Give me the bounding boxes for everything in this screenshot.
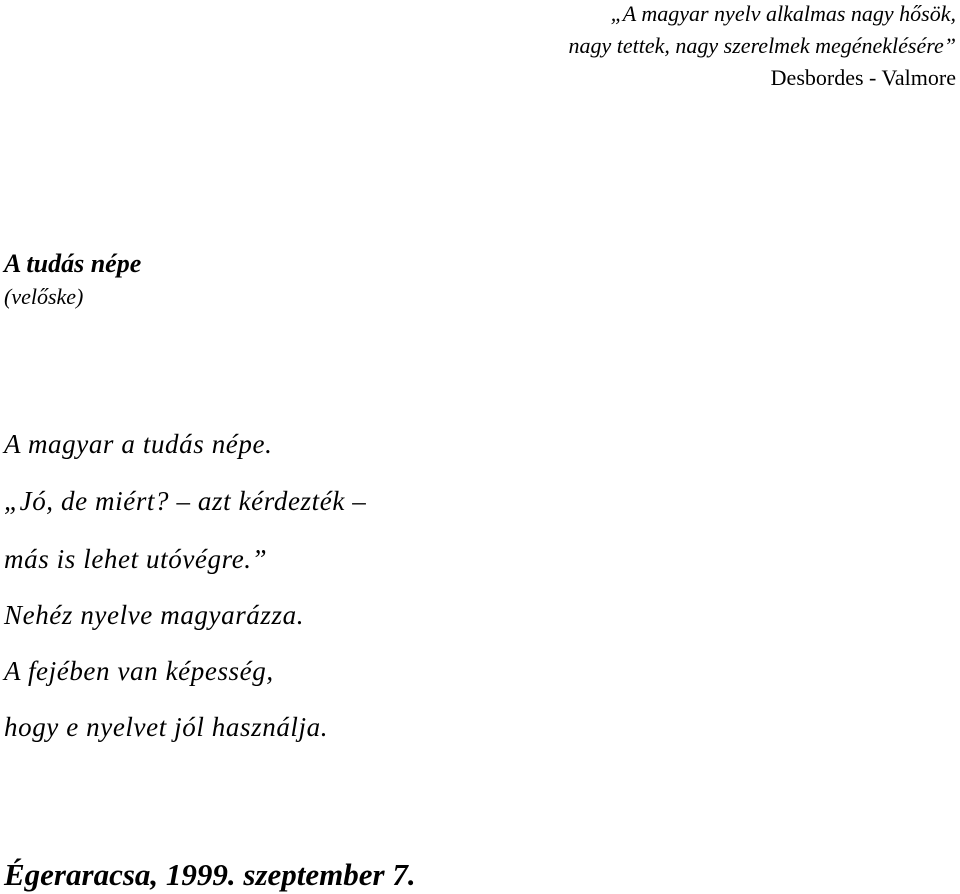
poem-line: hogy e nyelvet jól használja. — [4, 712, 329, 742]
poem-line: A magyar a tudás népe. — [4, 429, 273, 459]
epigraph-author: Desbordes - Valmore — [770, 65, 956, 90]
poem-line: „Jó, de miért? – azt kérdezték – — [4, 486, 367, 516]
poem-line: A fejében van képesség, — [4, 656, 274, 686]
poem-line: Nehéz nyelve magyarázza. — [4, 600, 305, 630]
poem-line: más is lehet utóvégre.” — [4, 544, 268, 574]
poem-subtitle: (velőske) — [4, 284, 84, 309]
poem-title: A tudás népe — [4, 249, 142, 278]
epigraph-line: nagy tettek, nagy szerelmek megéneklésére” — [568, 33, 956, 58]
epigraph-line: „A magyar nyelv alkalmas nagy hősök, — [610, 1, 956, 26]
place-date: Égeraracsa, 1999. szeptember 7. — [4, 857, 416, 892]
